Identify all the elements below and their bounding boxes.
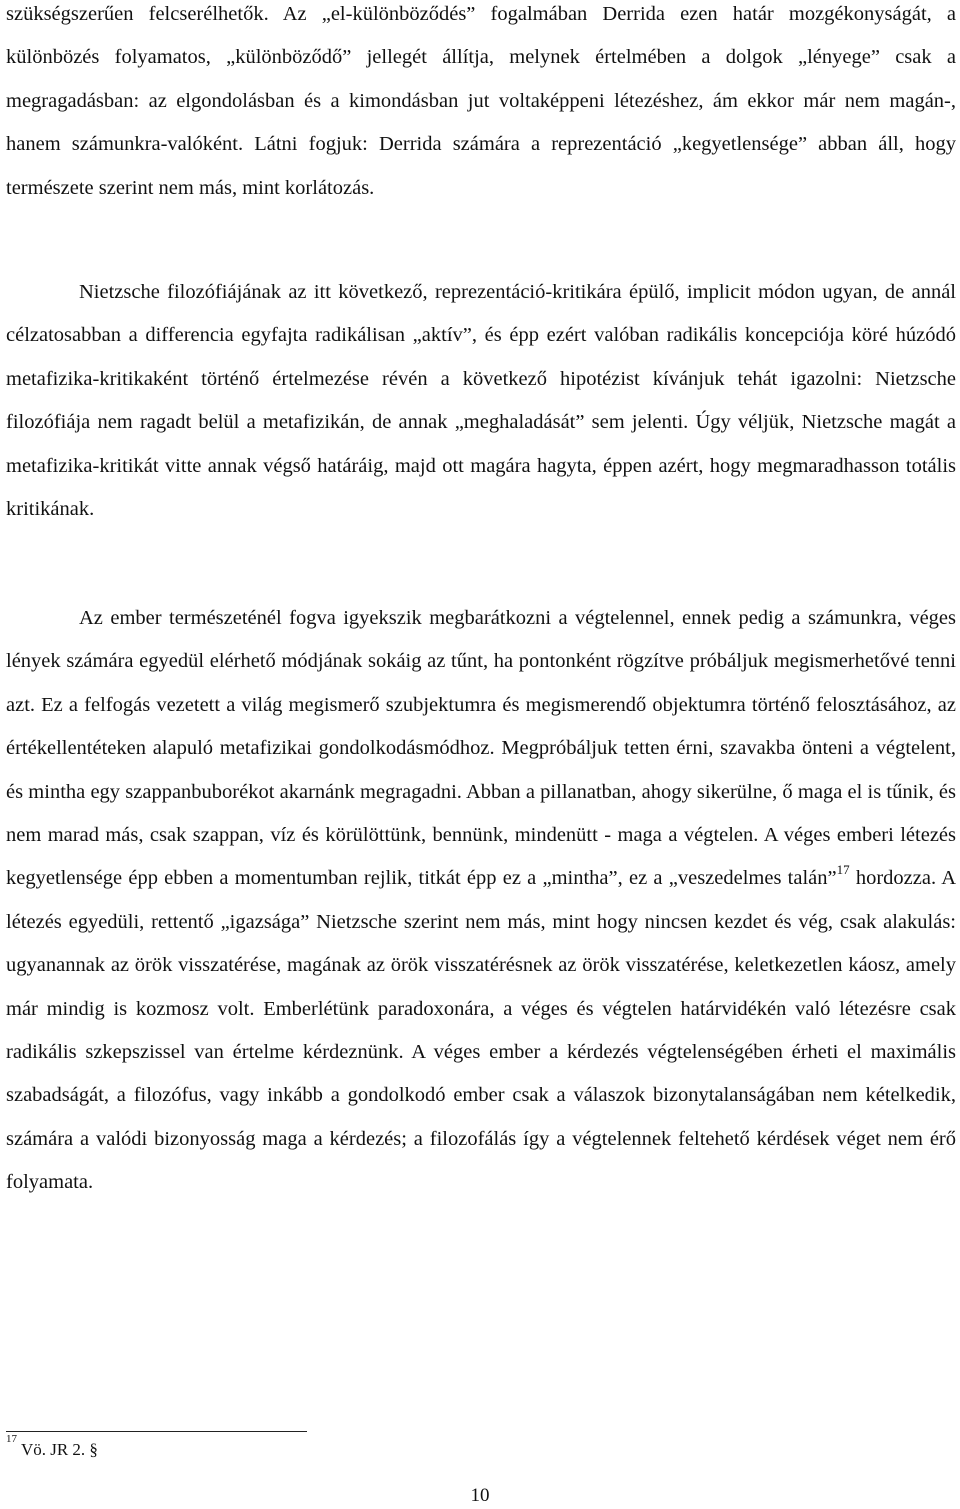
paragraph-3 bbox=[6, 597, 956, 1205]
footnote-reference-17[interactable]: 17 bbox=[836, 861, 850, 877]
paragraph-3-text-after-note: hordozza. A létezés egyedüli, rettentő „igazsága” Nietzsche szerint nem más, mint hogy nincsen kezdet és vég, csak alakulás: ugyanannak az örök visszatérése, magának az örök visszatérésnek az örök visszatérése, keletkezetlen káosz, amely már mindig is kozmosz volt. Emberlétünk paradoxonára, a véges és végtelen határvidékén való létezésre csak radikális szkepszissel van értelme kérdeznünk. A véges ember a kérdezés végtelenségében érheti el maximális szabadságát, a filozófus, vagy inkább a gondolkodó ember csak a válaszok bizonytalanságában nem kételkedik, számára a valódi bizonyosság maga a kérdezés; a filozofálás így a végtelennek feltehető kérdések véget nem érő folyamata. bbox=[6, 867, 956, 1194]
footnote-17 bbox=[6, 1433, 98, 1463]
footnote-marker: 17 bbox=[6, 1433, 17, 1446]
paragraph-2: Nietzsche filozófiájának az itt következő, reprezentáció-kritikára épülő, implicit módon ugyan, de annál célzatosabban a differencia egyfajta radikálisan „aktív”, és épp ezért valóban radikális koncepciója köré húzódó metafizika-kritikaként történő értelmezése révén a következő hipotézist kívánjuk tehát igazolni: Nietzsche filozófiája nem ragadt belül a metafizikán, de annak „meghaladását” sem jelenti. Úgy véljük, Nietzsche magát a metafizika-kritikát vitte annak végső határáig, majd ott magára hagyta, éppen azért, hogy megmaradhasson totális kritikának. bbox=[6, 281, 956, 521]
page-number: 10 bbox=[470, 1485, 490, 1506]
footnote-text: Vö. JR 2. § bbox=[17, 1440, 98, 1459]
footnote-separator bbox=[6, 1431, 307, 1432]
paragraph-1: szükségszerűen felcserélhetők. Az „el-különböződés” fogalmában Derrida ezen határ mozgékonyságát, a különbözés folyamatos, „különböződő” jellegét állítja, melynek értelmében a dolgok „lényege” csak a megragadásban: az elgondolásban és a kimondásban jut voltaképpeni létezéshez, ám ekkor már nem magán-, hanem számunkra-valóként. Látni fogjuk: Derrida számára a reprezentáció „kegyetlensége” abban áll, hogy természete szerint nem más, mint korlátozás. bbox=[6, 3, 956, 199]
paragraph-3-text-before-note: Az ember természeténél fogva igyekszik megbarátkozni a végtelennel, ennek pedig a számunkra, véges lények számára egyedül elérhető módjának sokáig az tűnt, ha pontonként rögzítve próbáljuk megismerhetővé tenni azt. Ez a felfogás vezetett a világ megismerő szubjektumra és megismerendő objektumra történő felosztásához, az értékellentéteken alapuló metafizikai gondolkodásmódhoz. Megpróbáljuk tetten érni, szavakba önteni a végtelent, és mintha egy szappanbuborékot akarnánk megragadni. Abban a pillanatban, ahogy sikerülne, ő maga el is tűnik, és nem marad más, csak szappan, víz és körülöttünk, bennünk, mindenütt - maga a végtelen. A véges emberi létezés kegyetlensége épp ebben a momentumban rejlik, titkát épp ez a „mintha”, ez a „veszedelmes talán” bbox=[6, 607, 956, 890]
